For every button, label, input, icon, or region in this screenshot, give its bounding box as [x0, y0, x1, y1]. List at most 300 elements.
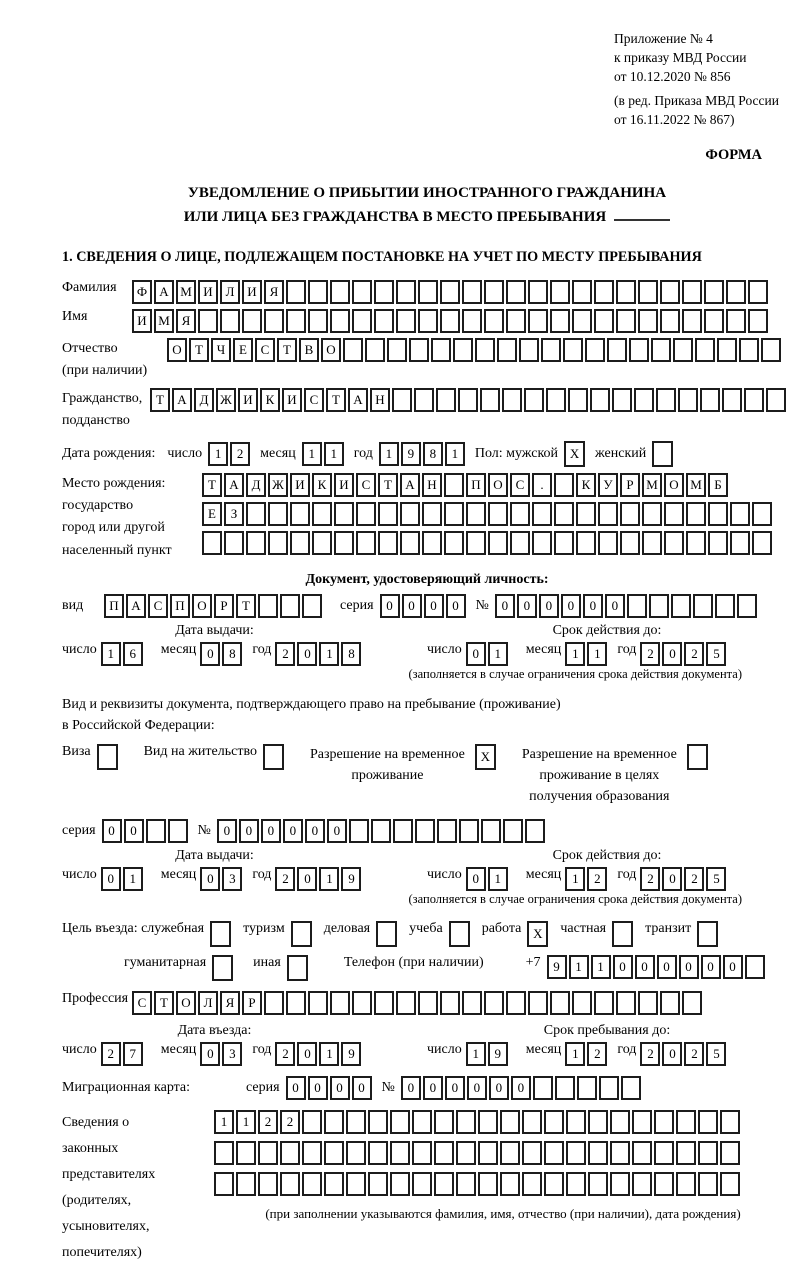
form-cell	[720, 1110, 740, 1134]
form-cell: К	[576, 473, 596, 497]
residence-doc-options	[62, 744, 792, 807]
year-label: год	[617, 642, 637, 658]
form-cell: 0	[605, 594, 625, 618]
form-cell	[434, 1110, 454, 1134]
surname-label: Фамилия	[62, 279, 117, 295]
birth-day-cells	[208, 442, 252, 466]
form-cell	[682, 991, 702, 1015]
form-cell: Т	[277, 338, 297, 362]
form-cell: 0	[662, 867, 682, 891]
form-cell	[698, 1141, 718, 1165]
form-cell	[224, 531, 244, 555]
form-cell: 1	[565, 1042, 585, 1066]
phone-label: Телефон (при наличии)	[343, 955, 484, 971]
form-cell	[478, 1141, 498, 1165]
migcard-series-cells	[286, 1076, 374, 1100]
form-cell: 1	[319, 642, 339, 666]
representatives-row-1	[214, 1110, 792, 1134]
form-cell: X	[564, 441, 585, 467]
name-cells	[132, 309, 770, 333]
form-cell	[620, 531, 640, 555]
form-cell	[220, 309, 240, 333]
appendix-line: Приложение № 4	[614, 31, 713, 46]
form-cell	[687, 744, 708, 770]
form-cell	[466, 502, 486, 526]
form-cell	[720, 1141, 740, 1165]
form-cell: С	[304, 388, 324, 412]
form-cell	[346, 1141, 366, 1165]
form-cell	[737, 594, 757, 618]
form-cell	[258, 1172, 278, 1196]
form-cell	[396, 991, 416, 1015]
form-cell	[502, 388, 522, 412]
form-cell: 1	[101, 642, 121, 666]
form-cell: 5	[706, 867, 726, 891]
month-label: месяц	[525, 1042, 562, 1058]
form-cell	[415, 819, 435, 843]
form-cell	[412, 1110, 432, 1134]
form-cell: 5	[706, 642, 726, 666]
form-cell	[334, 502, 354, 526]
form-cell	[444, 473, 464, 497]
form-cell	[484, 991, 504, 1015]
form-cell	[378, 502, 398, 526]
form-cell	[632, 1110, 652, 1134]
doc-kind-label: вид	[62, 598, 84, 614]
form-cell: 1	[565, 642, 585, 666]
form-cell: 2	[275, 642, 295, 666]
form-cell	[612, 388, 632, 412]
form-cell	[371, 819, 391, 843]
other-label: иная	[253, 955, 281, 971]
form-cell	[500, 1172, 520, 1196]
form-cell: П	[104, 594, 124, 618]
phone-cells	[547, 955, 767, 979]
temp-residence-edu-label: Разрешение на временное проживание в целях получения образования	[521, 747, 677, 805]
form-cell: 9	[341, 867, 361, 891]
field-identity-doc	[62, 594, 792, 618]
form-cell	[246, 531, 266, 555]
migcard-number-cells	[401, 1076, 643, 1100]
form-cell: 2	[587, 1042, 607, 1066]
form-cell	[730, 502, 750, 526]
doc-valid-day-cells	[466, 642, 510, 666]
form-cell: 0	[424, 594, 444, 618]
form-cell	[566, 1141, 586, 1165]
form-cell	[748, 309, 768, 333]
form-cell	[346, 1110, 366, 1134]
form-cell: П	[466, 473, 486, 497]
form-cell	[620, 502, 640, 526]
form-cell	[532, 531, 552, 555]
private-label: частная	[560, 921, 607, 937]
day-label: число	[427, 1042, 462, 1058]
form-cell	[686, 531, 706, 555]
form-cell	[97, 744, 118, 770]
form-cell: 0	[239, 819, 259, 843]
form-cell	[506, 991, 526, 1015]
form-cell: 0	[583, 594, 603, 618]
doc-issue-day-cells	[101, 642, 145, 666]
birthplace-row-1	[202, 473, 774, 497]
form-cell	[577, 1076, 597, 1100]
sex-male-label: Пол: мужской	[474, 445, 559, 461]
form-cell: 1	[123, 867, 143, 891]
form-cell	[390, 1110, 410, 1134]
year-label: год	[252, 867, 272, 883]
form-cell: 0	[402, 594, 422, 618]
form-cell: 3	[222, 1042, 242, 1066]
temp-residence-edu-checkbox	[687, 744, 710, 770]
form-cell	[594, 991, 614, 1015]
form-cell: А	[348, 388, 368, 412]
residence-doc-text: Вид и реквизиты документа, подтверждающего право на пребывание (проживание) в Российской Федерации:	[62, 697, 561, 734]
doc-number-cells	[495, 594, 759, 618]
form-cell: 0	[261, 819, 281, 843]
form-cell	[506, 280, 526, 304]
form-cell	[478, 1172, 498, 1196]
form-cell: И	[290, 473, 310, 497]
form-cell: 1	[236, 1110, 256, 1134]
form-cell	[698, 1172, 718, 1196]
field-citizenship	[62, 388, 792, 433]
form-cell	[678, 388, 698, 412]
form-cell	[654, 1110, 674, 1134]
form-cell: М	[642, 473, 662, 497]
form-cell	[412, 1141, 432, 1165]
field-representatives	[62, 1110, 792, 1265]
entry-date-heading: Дата въезда:	[177, 1023, 252, 1039]
form-cell: 2	[280, 1110, 300, 1134]
form-cell: Л	[198, 991, 218, 1015]
form-cell: Я	[220, 991, 240, 1015]
form-cell: И	[334, 473, 354, 497]
form-cell	[478, 1110, 498, 1134]
form-cell: И	[198, 280, 218, 304]
form-cell	[286, 280, 306, 304]
form-cell	[346, 1172, 366, 1196]
form-cell	[572, 309, 592, 333]
form-cell: 0	[283, 819, 303, 843]
form-cell	[466, 531, 486, 555]
field-patronymic	[62, 338, 792, 383]
form-cell	[456, 1172, 476, 1196]
profession-cells	[132, 991, 704, 1015]
form-cell: 8	[423, 442, 443, 466]
form-cell	[730, 531, 750, 555]
form-cell	[528, 991, 548, 1015]
form-cell	[566, 1110, 586, 1134]
form-cell: А	[224, 473, 244, 497]
form-cell	[610, 1172, 630, 1196]
form-cell	[280, 1172, 300, 1196]
form-cell: 0	[723, 955, 743, 979]
day-label: число	[62, 867, 97, 883]
form-label: ФОРМА	[705, 147, 762, 164]
doc-valid-month-cells	[565, 642, 609, 666]
form-cell	[627, 594, 647, 618]
form-cell: 0	[217, 819, 237, 843]
form-cell	[676, 1110, 696, 1134]
form-cell: 0	[352, 1076, 372, 1100]
form-cell	[434, 1172, 454, 1196]
form-cell	[390, 1141, 410, 1165]
form-cell	[263, 744, 284, 770]
year-label: год	[353, 445, 373, 461]
form-cell	[682, 280, 702, 304]
form-cell	[308, 991, 328, 1015]
patronymic-cells	[167, 338, 783, 362]
form-cell	[444, 502, 464, 526]
residence-permit-label: Вид на жительство	[143, 744, 257, 760]
form-cell: 0	[635, 955, 655, 979]
representatives-cell-rows	[214, 1110, 792, 1265]
form-cell	[393, 819, 413, 843]
form-cell: Е	[233, 338, 253, 362]
form-cell: 0	[102, 819, 122, 843]
form-cell	[651, 338, 671, 362]
form-cell	[544, 1172, 564, 1196]
form-cell	[717, 338, 737, 362]
form-cell	[324, 1141, 344, 1165]
humanitarian-label: гуманитарная	[124, 955, 207, 971]
form-cell: 2	[684, 867, 704, 891]
form-cell: 0	[297, 867, 317, 891]
form-cell	[356, 531, 376, 555]
issue-date-heading: Дата выдачи:	[175, 623, 254, 639]
form-cell	[352, 991, 372, 1015]
form-cell: 0	[657, 955, 677, 979]
form-cell	[745, 955, 765, 979]
form-cell: 0	[466, 867, 486, 891]
day-label: число	[62, 642, 97, 658]
form-cell	[324, 1172, 344, 1196]
form-cell	[588, 1110, 608, 1134]
form-cell: Я	[176, 309, 196, 333]
entry-year-cells	[275, 1042, 363, 1066]
form-cell: 2	[258, 1110, 278, 1134]
form-cell: 2	[230, 442, 250, 466]
form-cell	[704, 309, 724, 333]
form-cell	[214, 1172, 234, 1196]
doc-valid-year-cells	[640, 642, 728, 666]
form-cell: 1	[208, 442, 228, 466]
form-cell	[708, 531, 728, 555]
form-cell	[554, 502, 574, 526]
doc-issue-month-cells	[200, 642, 244, 666]
rvp-issue-day-cells	[101, 867, 145, 891]
field-name	[62, 309, 792, 333]
form-cell	[374, 991, 394, 1015]
form-cell	[334, 531, 354, 555]
form-cell	[444, 531, 464, 555]
doc-series-label: серия	[340, 598, 374, 614]
appendix-line: от 10.12.2020 № 856	[614, 68, 731, 84]
form-cell: 0	[446, 594, 466, 618]
form-cell	[554, 531, 574, 555]
form-cell	[242, 309, 262, 333]
humanitarian-checkbox	[212, 955, 235, 981]
form-cell	[693, 594, 713, 618]
form-cell: О	[321, 338, 341, 362]
form-cell	[330, 309, 350, 333]
form-cell	[324, 1110, 344, 1134]
form-cell	[528, 309, 548, 333]
form-cell: 0	[467, 1076, 487, 1100]
option-visa	[62, 744, 120, 770]
form-cell	[726, 280, 746, 304]
form-cell: 1	[569, 955, 589, 979]
stay-year-cells	[640, 1042, 728, 1066]
birthplace-label: Место рождения: государство город или другой населенный пункт	[62, 475, 172, 558]
rvp-series-cells	[102, 819, 190, 843]
sex-female-checkbox	[652, 441, 675, 467]
form-cell	[368, 1141, 388, 1165]
form-cell: С	[132, 991, 152, 1015]
form-cell	[409, 338, 429, 362]
form-cell	[766, 388, 786, 412]
form-cell	[440, 280, 460, 304]
form-cell: 0	[297, 1042, 317, 1066]
form-cell	[475, 338, 495, 362]
form-cell	[286, 309, 306, 333]
form-cell	[374, 280, 394, 304]
form-cell: 0	[305, 819, 325, 843]
form-cell	[302, 594, 322, 618]
migcard-number-label: №	[381, 1080, 395, 1096]
form-cell: Н	[422, 473, 442, 497]
form-cell: О	[192, 594, 212, 618]
form-cell	[236, 1141, 256, 1165]
form-cell	[343, 338, 363, 362]
validity-note: (заполняется в случае ограничения срока действия документа)	[408, 667, 742, 682]
form-cell	[308, 309, 328, 333]
form-cell	[638, 280, 658, 304]
form-cell: 9	[488, 1042, 508, 1066]
form-cell	[462, 280, 482, 304]
field-surname	[62, 280, 792, 304]
form-cell: 2	[101, 1042, 121, 1066]
form-cell: 9	[401, 442, 421, 466]
rvp-number-cells	[217, 819, 547, 843]
form-cell: 0	[561, 594, 581, 618]
doc-series-cells	[380, 594, 468, 618]
field-entry-purpose	[62, 921, 792, 947]
form-cell: 0	[101, 867, 121, 891]
form-cell	[708, 502, 728, 526]
business-label: деловая	[323, 921, 371, 937]
amendment-line: от 16.11.2022 № 867)	[614, 111, 735, 127]
form-cell	[286, 991, 306, 1015]
form-cell: К	[260, 388, 280, 412]
form-cell: З	[224, 502, 244, 526]
residence-permit-checkbox	[263, 744, 286, 770]
form-cell	[752, 502, 772, 526]
field-migration-card	[62, 1076, 792, 1100]
form-cell: А	[126, 594, 146, 618]
entry-day-cells	[101, 1042, 145, 1066]
form-cell: 0	[286, 1076, 306, 1100]
form-cell	[594, 309, 614, 333]
form-cell: Д	[194, 388, 214, 412]
representatives-row-3	[214, 1172, 792, 1196]
form-cell	[532, 502, 552, 526]
form-cell: X	[475, 744, 496, 770]
stay-until-date	[427, 1023, 787, 1066]
form-cell: 0	[297, 642, 317, 666]
field-profession	[62, 991, 792, 1015]
doc-issue-date	[62, 623, 367, 666]
form-cell	[566, 1172, 586, 1196]
form-cell	[390, 1172, 410, 1196]
month-label: месяц	[160, 642, 197, 658]
form-cell	[722, 388, 742, 412]
form-cell	[330, 280, 350, 304]
form-cell	[440, 991, 460, 1015]
stay-month-cells	[565, 1042, 609, 1066]
rvp-valid-month-cells	[565, 867, 609, 891]
form-cell: 0	[511, 1076, 531, 1100]
form-cell	[610, 1141, 630, 1165]
form-cell	[563, 338, 583, 362]
form-cell	[528, 280, 548, 304]
form-cell: 2	[640, 867, 660, 891]
form-cell: Т	[150, 388, 170, 412]
form-cell	[378, 531, 398, 555]
form-cell	[168, 819, 188, 843]
form-cell: Ж	[268, 473, 288, 497]
form-cell: 8	[222, 642, 242, 666]
form-cell: Я	[264, 280, 284, 304]
rvp-valid-day-cells	[466, 867, 510, 891]
form-cell: 2	[684, 642, 704, 666]
rvp-number-label: №	[197, 823, 211, 839]
form-cell	[302, 1172, 322, 1196]
doc-valid-until	[427, 623, 787, 666]
form-cell	[612, 921, 633, 947]
appendix-block	[614, 30, 792, 129]
form-cell	[212, 955, 233, 981]
form-cell	[376, 921, 397, 947]
form-cell	[598, 531, 618, 555]
form-cell	[598, 502, 618, 526]
form-cell	[656, 388, 676, 412]
form-cell	[488, 531, 508, 555]
year-label: год	[617, 867, 637, 883]
work-label: работа	[481, 921, 522, 937]
form-cell	[588, 1141, 608, 1165]
form-cell: Л	[220, 280, 240, 304]
purpose-official-checkbox	[210, 921, 233, 947]
birthplace-row-3	[202, 531, 774, 555]
form-cell	[312, 502, 332, 526]
form-cell	[400, 531, 420, 555]
form-cell	[572, 280, 592, 304]
form-cell	[660, 991, 680, 1015]
form-cell	[264, 991, 284, 1015]
form-cell: 1	[319, 1042, 339, 1066]
form-cell	[246, 502, 266, 526]
form-cell	[533, 1076, 553, 1100]
representatives-label: Сведения о законных представителях (родителях, усыновителях, попечителях)	[62, 1115, 156, 1260]
form-cell	[497, 338, 517, 362]
form-cell: 1	[214, 1110, 234, 1134]
form-cell: С	[510, 473, 530, 497]
form-cell	[682, 309, 702, 333]
form-cell: П	[170, 594, 190, 618]
form-cell	[146, 819, 166, 843]
form-cell	[616, 309, 636, 333]
